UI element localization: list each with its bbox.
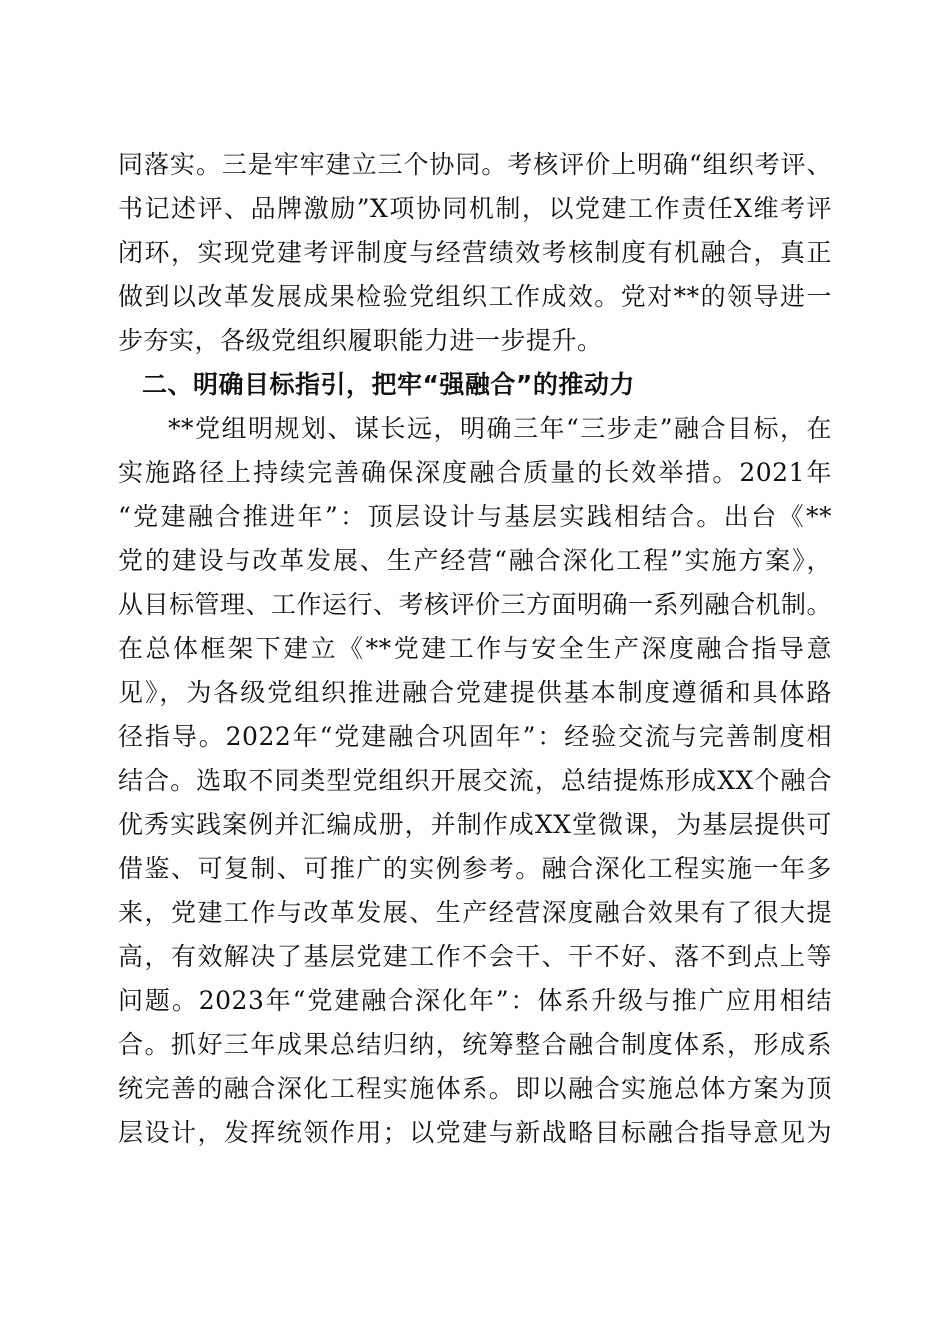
body-text-line: 高，有效解决了基层党建工作不会干、干不好、落不到点上等: [118, 942, 832, 971]
body-text-line: “党建融合推进年”：顶层设计与基层实践相结合。出台《**: [118, 502, 832, 531]
body-text-line: 步夯实，各级党组织履职能力进一步提升。: [118, 326, 603, 355]
body-text-line: 在总体框架下建立《**党建工作与安全生产深度融合指导意: [118, 634, 832, 663]
body-text-line: 合。抓好三年成果总结归纳，统筹整合融合制度体系，形成系: [118, 1030, 832, 1059]
body-text-line: 做到以改革发展成果检验党组织工作成效。党对**的领导进一: [118, 282, 832, 311]
body-text-line: 同落实。三是牢牢建立三个协同。考核评价上明确“组织考评、: [118, 150, 832, 179]
body-text-line: 见》，为各级党组织推进融合党建提供基本制度遵循和具体路: [118, 678, 832, 707]
body-text-line: 党的建设与改革发展、生产经营“融合深化工程”实施方案》，: [118, 546, 832, 575]
body-text-line: 问题。2023年“党建融合深化年”：体系升级与推广应用相结: [118, 986, 832, 1015]
body-text-line: 闭环，实现党建考评制度与经营绩效考核制度有机融合，真正: [118, 238, 832, 267]
body-text-line: 实施路径上持续完善确保深度融合质量的长效举措。2021年: [118, 458, 832, 487]
body-text-line: 结合。选取不同类型党组织开展交流，总结提炼形成XX个融合: [118, 766, 832, 795]
body-text-line: 径指导。2022年“党建融合巩固年”：经验交流与完善制度相: [118, 722, 832, 751]
body-text-line: 优秀实践案例并汇编成册，并制作成XX堂微课，为基层提供可: [118, 810, 832, 839]
paragraph-first-line: **党组明规划、谋长远，明确三年“三步走”融合目标，在: [168, 414, 832, 443]
body-text-line: 层设计，发挥统领作用；以党建与新战略目标融合指导意见为: [118, 1118, 832, 1147]
body-text-line: 书记述评、品牌激励”X项协同机制，以党建工作责任X维考评: [118, 194, 832, 223]
body-text-line: 来，党建工作与改革发展、生产经营深度融合效果有了很大提: [118, 898, 832, 927]
body-text-line: 统完善的融合深化工程实施体系。即以融合实施总体方案为顶: [118, 1074, 832, 1103]
body-text-line: 从目标管理、工作运行、考核评价三方面明确一系列融合机制。: [118, 590, 833, 619]
section-heading: 二、明确目标指引，把牢“强融合”的推动力: [142, 370, 635, 399]
body-text-line: 借鉴、可复制、可推广的实例参考。融合深化工程实施一年多: [118, 854, 832, 883]
